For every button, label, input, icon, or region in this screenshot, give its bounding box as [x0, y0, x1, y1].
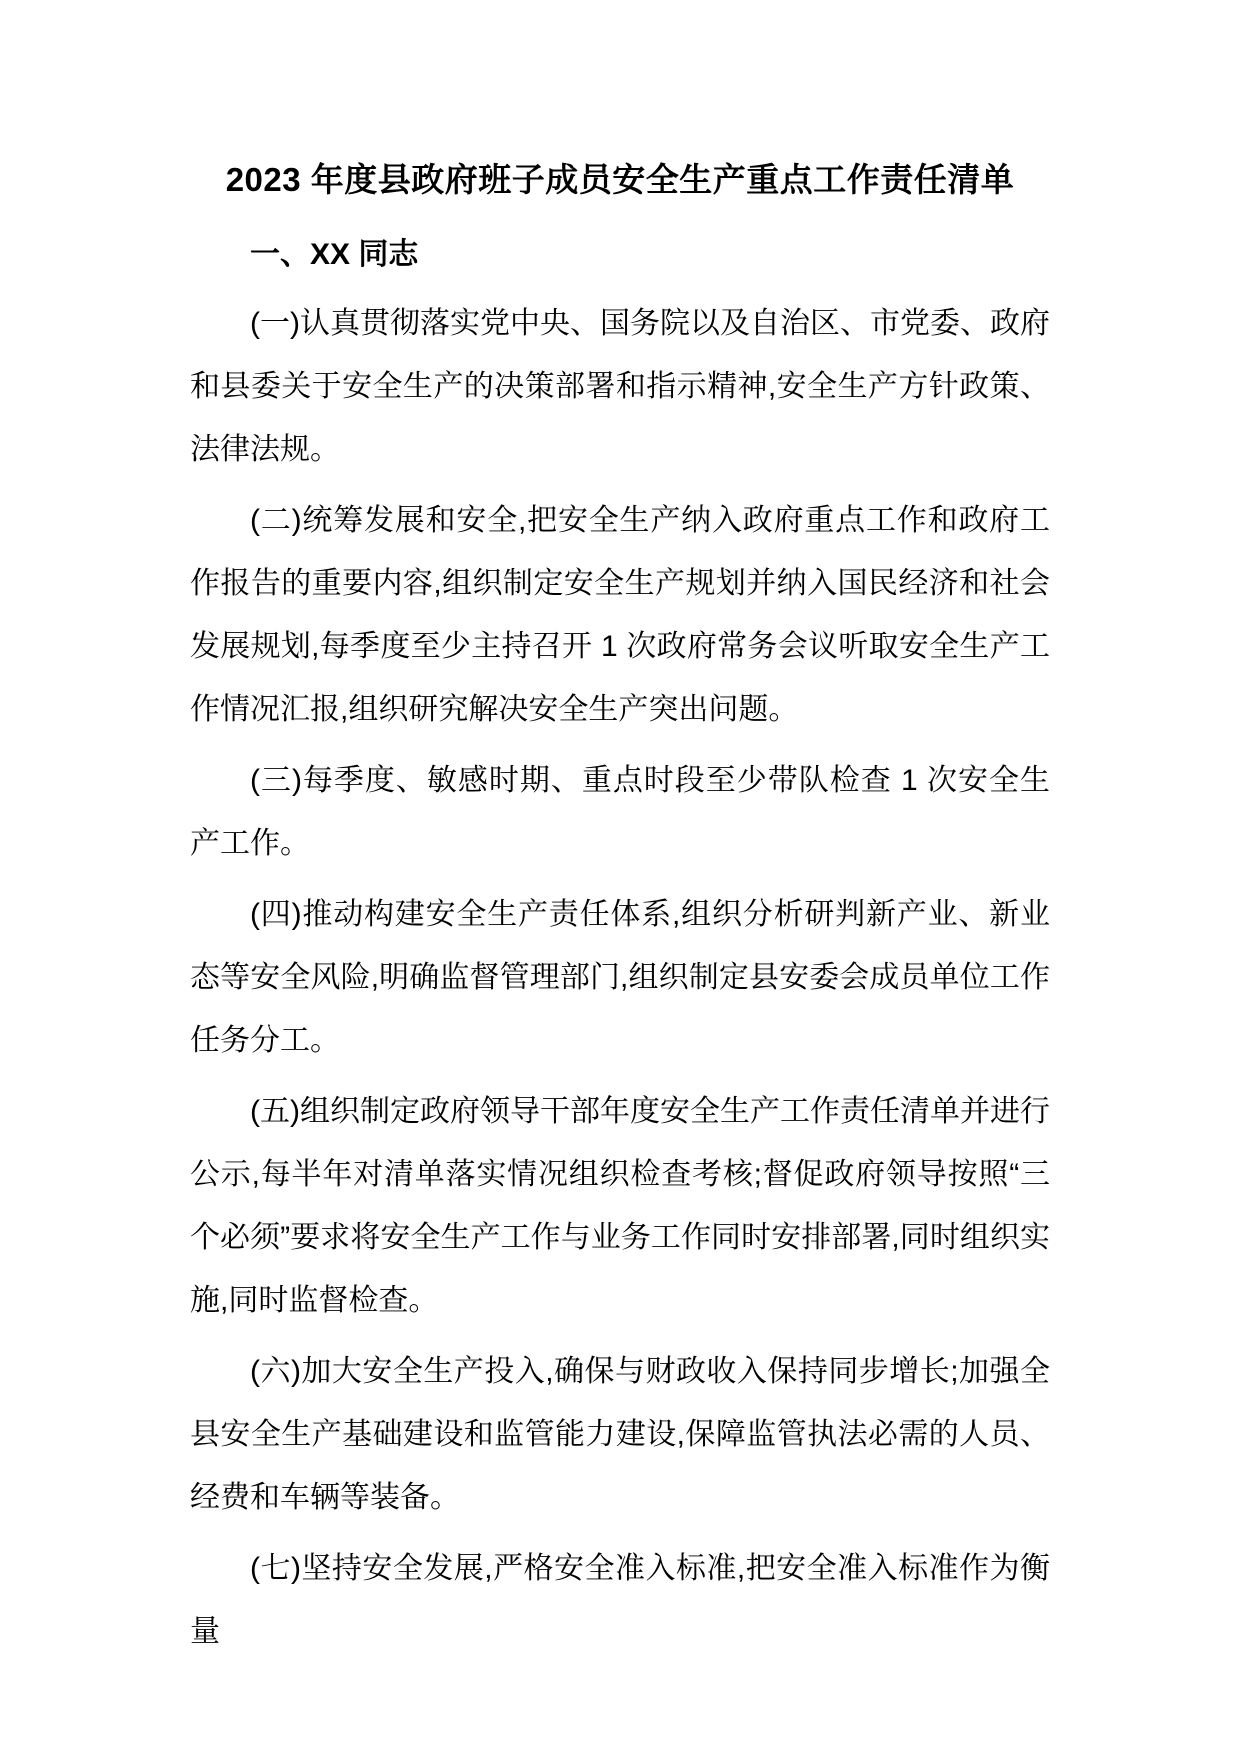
- paragraph-4: (四)推动构建安全生产责任体系,组织分析研判新产业、新业态等安全风险,明确监督管理部门,组织制定县安委会成员单位工作任务分工。: [190, 897, 1050, 1057]
- section-heading: 一、XX 同志: [250, 237, 419, 271]
- paragraph-7: (七)坚持安全发展,严格安全准入标准,把安全准入标准作为衡量: [190, 1551, 1050, 1648]
- paragraph-1: (一)认真贯彻落实党中央、国务院以及自治区、市党委、政府和县委关于安全生产的决策部署和指示精神,安全生产方针政策、法律法规。: [190, 306, 1050, 466]
- paragraph-2: (二)统筹发展和安全,把安全生产纳入政府重点工作和政府工作报告的重要内容,组织制定安全生产规划并纳入国民经济和社会发展规划,每季度至少主持召开 1 次政府常务会议听取安全生产工作情况汇报,组织研究解决安全生产突出问题。: [190, 503, 1050, 726]
- paragraph-6: (六)加大安全生产投入,确保与财政收入保持同步增长;加强全县安全生产基础建设和监管能力建设,保障监管执法必需的人员、经费和车辆等装备。: [190, 1354, 1050, 1514]
- document-title: 2023 年度县政府班子成员安全生产重点工作责任清单: [225, 161, 1015, 198]
- paragraph-5: (五)组织制定政府领导干部年度安全生产工作责任清单并进行公示,每半年对清单落实情况组织检查考核;督促政府领导按照“三个必须”要求将安全生产工作与业务工作同时安排部署,同时组织实施,同时监督检查。: [190, 1094, 1050, 1317]
- paragraph-3: (三)每季度、敏感时期、重点时段至少带队检查 1 次安全生产工作。: [190, 763, 1050, 860]
